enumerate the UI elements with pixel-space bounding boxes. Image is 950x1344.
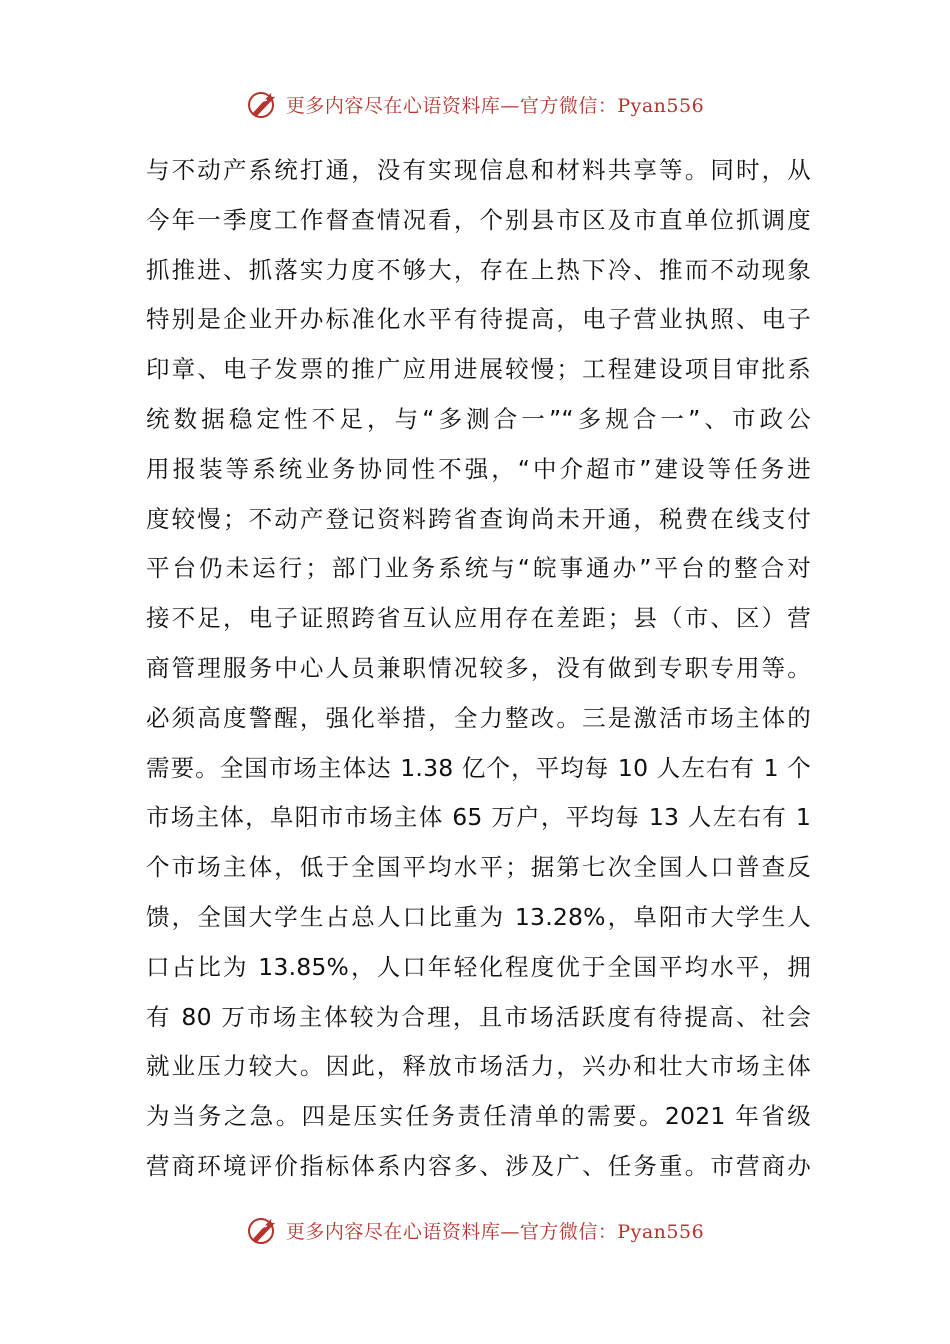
text-line: 与不动产系统打通，没有实现信息和材料共享等。同时，从	[146, 156, 811, 184]
header-watermark	[0, 84, 950, 124]
footer-watermark	[0, 1210, 950, 1250]
pen-nib-logo-icon	[246, 87, 280, 121]
text-line: 口占比为 13.85%，人口年轻化程度优于全国平均水平，拥	[146, 952, 811, 981]
watermark-text: 更多内容尽在心语资料库—官方微信：Pyan556	[285, 1220, 705, 1243]
text-line: 馈，全国大学生占总人口比重为 13.28%，阜阳市大学生人	[146, 902, 811, 931]
text-line: 统数据稳定性不足，与“多测合一”“多规合一”、市政公	[146, 404, 811, 433]
text-line: 为当务之急。四是压实任务责任清单的需要。2021 年省级	[146, 1102, 811, 1131]
text-line: 个市场主体，低于全国平均水平；据第七次全国人口普查反	[146, 853, 811, 882]
text-line: 接不足，电子证照跨省互认应用存在差距；县（市、区）营	[146, 604, 811, 633]
text-line: 今年一季度工作督查情况看，个别县市区及市直单位抓调度	[146, 205, 811, 234]
text-line: 特别是企业开办标准化水平有待提高，电子营业执照、电子	[146, 305, 811, 334]
text-line: 印章、电子发票的推广应用进展较慢；工程建设项目审批系	[146, 355, 811, 384]
text-line: 度较慢；不动产登记资料跨省查询尚未开通，税费在线支付	[146, 504, 811, 533]
text-line: 平台仍未运行；部门业务系统与“皖事通办”平台的整合对	[146, 554, 811, 583]
text-line: 抓推进、抓落实力度不够大，存在上热下冷、推而不动现象	[146, 255, 811, 284]
text-line: 需要。全国市场主体达 1.38 亿个，平均每 10 人左右有 1 个	[146, 753, 811, 782]
text-line: 有 80 万市场主体较为合理，且市场活跃度有待提高、社会	[146, 1002, 811, 1031]
watermark-text: 更多内容尽在心语资料库—官方微信：Pyan556	[285, 94, 705, 117]
text-line: 营商环境评价指标体系内容多、涉及广、任务重。市营商办	[146, 1151, 811, 1180]
text-line: 用报装等系统业务协同性不强，“中介超市”建设等任务进	[146, 454, 811, 483]
document-body	[146, 146, 811, 1192]
text-line: 市场主体，阜阳市市场主体 65 万户，平均每 13 人左右有 1	[146, 803, 811, 832]
pen-nib-logo-icon	[246, 1213, 280, 1247]
text-line: 必须高度警醒，强化举措，全力整改。三是激活市场主体的	[146, 703, 811, 732]
text-line: 商管理服务中心人员兼职情况较多，没有做到专职专用等。	[146, 653, 811, 682]
text-line: 就业压力较大。因此，释放市场活力，兴办和壮大市场主体	[146, 1052, 811, 1081]
